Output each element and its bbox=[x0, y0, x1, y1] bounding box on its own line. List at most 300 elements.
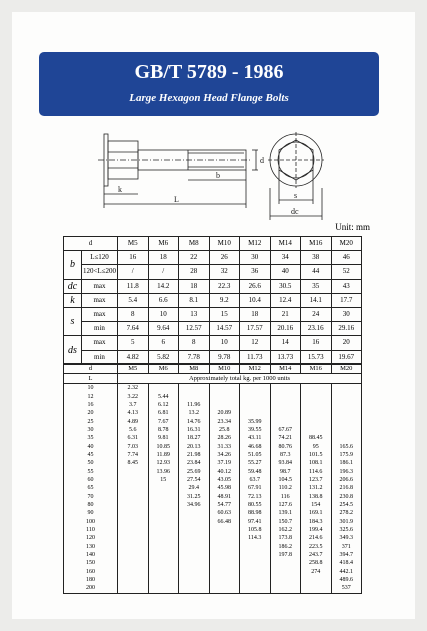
weight-cell bbox=[209, 568, 240, 576]
spec-cell: 17.57 bbox=[240, 322, 271, 336]
weight-cell: 63.7 bbox=[240, 476, 271, 484]
spec-cell: 9.78 bbox=[209, 350, 240, 364]
weight-cell: 5.6 bbox=[118, 426, 149, 434]
weight-length-cell: 120 bbox=[64, 534, 118, 542]
spec-header-cell: M8 bbox=[179, 237, 210, 251]
weight-row bbox=[64, 551, 362, 559]
weight-cell: 80.76 bbox=[270, 442, 301, 450]
weight-row bbox=[64, 584, 362, 593]
spec-cell: 10.4 bbox=[240, 293, 271, 307]
unit-label: Unit: mm bbox=[335, 222, 370, 232]
weight-length-cell: 45 bbox=[64, 451, 118, 459]
weight-cell bbox=[179, 518, 210, 526]
weight-cell bbox=[148, 576, 179, 584]
weight-cell: 27.54 bbox=[179, 476, 210, 484]
weight-cell: 6.31 bbox=[118, 434, 149, 442]
weight-cell: 116 bbox=[270, 492, 301, 500]
spec-cell: 11.73 bbox=[240, 350, 271, 364]
spec-cell: 8.1 bbox=[179, 293, 210, 307]
weight-cell: 23.34 bbox=[209, 417, 240, 425]
spec-header-cell: M12 bbox=[240, 237, 271, 251]
spec-cell: 16 bbox=[301, 336, 332, 350]
weight-cell: 104.5 bbox=[270, 476, 301, 484]
weight-cell: 173.8 bbox=[270, 534, 301, 542]
weight-cell bbox=[270, 409, 301, 417]
weight-cell: 21.98 bbox=[179, 451, 210, 459]
weight-cell bbox=[148, 501, 179, 509]
page-title: GB/T 5789 - 1986 bbox=[134, 61, 284, 83]
weight-cell: 11.89 bbox=[148, 451, 179, 459]
weight-cell: 162.2 bbox=[270, 526, 301, 534]
weight-cell: 175.9 bbox=[331, 451, 362, 459]
weight-row bbox=[64, 459, 362, 467]
weight-row bbox=[64, 476, 362, 484]
weight-cell bbox=[148, 568, 179, 576]
weight-row bbox=[64, 451, 362, 459]
spec-group-label: ds bbox=[64, 336, 82, 364]
weight-length-cell: 12 bbox=[64, 392, 118, 400]
spec-cell: 43 bbox=[331, 279, 362, 293]
weight-row bbox=[64, 442, 362, 450]
weight-cell: 197.8 bbox=[270, 551, 301, 559]
weight-length-cell: 55 bbox=[64, 467, 118, 475]
weight-cell: 97.41 bbox=[240, 518, 271, 526]
weight-cell: 67.91 bbox=[240, 484, 271, 492]
spec-cell: 8 bbox=[179, 336, 210, 350]
spec-cell: 34 bbox=[270, 251, 301, 265]
weight-cell: 74.21 bbox=[270, 434, 301, 442]
weight-cell bbox=[148, 543, 179, 551]
weight-row bbox=[64, 568, 362, 576]
weight-cell bbox=[118, 543, 149, 551]
weight-cell: 16.31 bbox=[179, 426, 210, 434]
weight-cell bbox=[118, 476, 149, 484]
weight-cell bbox=[118, 467, 149, 475]
spec-cell: 12.57 bbox=[179, 322, 210, 336]
spec-cell: 12 bbox=[240, 336, 271, 350]
weight-cell: 34.96 bbox=[179, 501, 210, 509]
label-L: L bbox=[174, 195, 179, 204]
spec-cell: 6 bbox=[148, 336, 179, 350]
weight-length-cell: 35 bbox=[64, 434, 118, 442]
weight-cell bbox=[240, 551, 271, 559]
spec-cell: 29.16 bbox=[331, 322, 362, 336]
weight-subheader-L: L bbox=[64, 374, 118, 384]
spec-header-cell: M5 bbox=[118, 237, 149, 251]
spec-sub-label: max bbox=[82, 336, 118, 350]
spec-table bbox=[63, 236, 362, 365]
weight-length-cell: 10 bbox=[64, 384, 118, 393]
spec-sub-label: max bbox=[82, 293, 118, 307]
spec-cell: / bbox=[118, 265, 149, 279]
weight-cell bbox=[331, 401, 362, 409]
spec-cell: 26 bbox=[209, 251, 240, 265]
weight-cell: 186.2 bbox=[270, 543, 301, 551]
weight-cell bbox=[179, 559, 210, 567]
weight-cell: 95 bbox=[301, 442, 332, 450]
weight-cell: 88.98 bbox=[240, 509, 271, 517]
spec-cell: 5.4 bbox=[118, 293, 149, 307]
spec-row bbox=[64, 293, 362, 307]
spec-row bbox=[64, 279, 362, 293]
spec-cell: 30.5 bbox=[270, 279, 301, 293]
spec-sub-label: max bbox=[82, 307, 118, 321]
weight-row bbox=[64, 401, 362, 409]
weight-cell: 80.55 bbox=[240, 501, 271, 509]
spec-row bbox=[64, 336, 362, 350]
weight-cell: 371 bbox=[331, 543, 362, 551]
weight-cell: 29.4 bbox=[179, 484, 210, 492]
spec-cell: 18 bbox=[179, 279, 210, 293]
weight-length-cell: 130 bbox=[64, 543, 118, 551]
weight-cell: 59.48 bbox=[240, 467, 271, 475]
weight-cell: 93.84 bbox=[270, 459, 301, 467]
weight-cell bbox=[270, 401, 301, 409]
spec-cell: 15 bbox=[209, 307, 240, 321]
weight-row bbox=[64, 576, 362, 584]
spec-cell: 15.73 bbox=[301, 350, 332, 364]
weight-row bbox=[64, 409, 362, 417]
weight-cell bbox=[301, 417, 332, 425]
spec-cell: 4.82 bbox=[118, 350, 149, 364]
spec-cell: 22.3 bbox=[209, 279, 240, 293]
weight-cell bbox=[179, 384, 210, 393]
weight-row bbox=[64, 509, 362, 517]
label-b: b bbox=[216, 171, 220, 180]
weight-cell: 10.85 bbox=[148, 442, 179, 450]
weight-header-cell: M16 bbox=[301, 364, 332, 374]
weight-cell: 8.78 bbox=[148, 426, 179, 434]
weight-length-cell: 65 bbox=[64, 484, 118, 492]
spec-sub-label: max bbox=[82, 279, 118, 293]
weight-cell bbox=[148, 551, 179, 559]
weight-cell: 139.1 bbox=[270, 509, 301, 517]
weight-cell bbox=[118, 568, 149, 576]
weight-cell: 46.68 bbox=[240, 442, 271, 450]
weight-cell: 45.98 bbox=[209, 484, 240, 492]
weight-length-cell: 16 bbox=[64, 401, 118, 409]
weight-cell: 87.3 bbox=[270, 451, 301, 459]
spec-row bbox=[64, 307, 362, 321]
spec-sub-label: min bbox=[82, 350, 118, 364]
weight-cell bbox=[301, 426, 332, 434]
weight-header-cell: M20 bbox=[331, 364, 362, 374]
spec-cell: 30 bbox=[240, 251, 271, 265]
spec-header-cell: M20 bbox=[331, 237, 362, 251]
weight-cell bbox=[270, 417, 301, 425]
weight-length-cell: 50 bbox=[64, 459, 118, 467]
weight-cell: 28.26 bbox=[209, 434, 240, 442]
spec-cell: 35 bbox=[301, 279, 332, 293]
weight-cell bbox=[270, 392, 301, 400]
weight-cell: 394.7 bbox=[331, 551, 362, 559]
weight-cell bbox=[148, 484, 179, 492]
weight-row bbox=[64, 467, 362, 475]
spec-header-cell: d bbox=[64, 237, 118, 251]
spec-cell: 46 bbox=[331, 251, 362, 265]
weight-cell bbox=[331, 434, 362, 442]
spec-cell: 7.64 bbox=[118, 322, 149, 336]
spec-cell: 18 bbox=[148, 251, 179, 265]
weight-cell bbox=[209, 543, 240, 551]
spec-cell: 10 bbox=[148, 307, 179, 321]
weight-cell bbox=[209, 392, 240, 400]
spec-cell: 16 bbox=[118, 251, 149, 265]
weight-cell: 43.05 bbox=[209, 476, 240, 484]
spec-cell: 17.7 bbox=[331, 293, 362, 307]
weight-cell: 196.3 bbox=[331, 467, 362, 475]
weight-header-cell: M10 bbox=[209, 364, 240, 374]
spec-cell: 26.6 bbox=[240, 279, 271, 293]
weight-header-cell: M14 bbox=[270, 364, 301, 374]
weight-length-cell: 20 bbox=[64, 409, 118, 417]
weight-cell bbox=[179, 543, 210, 551]
weight-cell: 199.4 bbox=[301, 526, 332, 534]
weight-cell: 12.93 bbox=[148, 459, 179, 467]
weight-cell bbox=[148, 492, 179, 500]
spec-cell: 9.64 bbox=[148, 322, 179, 336]
spec-cell: 20.16 bbox=[270, 322, 301, 336]
weight-cell bbox=[148, 384, 179, 393]
spec-cell: 13 bbox=[179, 307, 210, 321]
spec-cell: 28 bbox=[179, 265, 210, 279]
spec-cell: 23.16 bbox=[301, 322, 332, 336]
weight-cell: 230.8 bbox=[331, 492, 362, 500]
weight-header-cell: M6 bbox=[148, 364, 179, 374]
spec-cell: 8 bbox=[118, 307, 149, 321]
weight-cell bbox=[209, 534, 240, 542]
weight-cell: 60.63 bbox=[209, 509, 240, 517]
weight-cell: 51.05 bbox=[240, 451, 271, 459]
weight-cell: 123.7 bbox=[301, 476, 332, 484]
weight-cell: 3.22 bbox=[118, 392, 149, 400]
weight-cell bbox=[270, 559, 301, 567]
spec-row bbox=[64, 265, 362, 279]
weight-cell: 108.1 bbox=[301, 459, 332, 467]
spec-cell: 14 bbox=[270, 336, 301, 350]
weight-cell: 6.81 bbox=[148, 409, 179, 417]
spec-cell: 18 bbox=[240, 307, 271, 321]
weight-length-cell: 80 bbox=[64, 501, 118, 509]
weight-cell bbox=[240, 409, 271, 417]
weight-cell bbox=[118, 501, 149, 509]
weight-cell bbox=[148, 584, 179, 593]
weight-header-row bbox=[64, 364, 362, 374]
weight-cell: 3.7 bbox=[118, 401, 149, 409]
spec-cell: 7.78 bbox=[179, 350, 210, 364]
weight-cell bbox=[148, 559, 179, 567]
weight-cell bbox=[118, 559, 149, 567]
weight-cell bbox=[240, 392, 271, 400]
weight-cell bbox=[118, 492, 149, 500]
spec-cell: 11.8 bbox=[118, 279, 149, 293]
weight-cell: 2.32 bbox=[118, 384, 149, 393]
weight-cell bbox=[301, 384, 332, 393]
weight-header-cell: M8 bbox=[179, 364, 210, 374]
weight-cell bbox=[240, 576, 271, 584]
weight-cell: 23.84 bbox=[179, 459, 210, 467]
weight-cell: 39.55 bbox=[240, 426, 271, 434]
spec-cell: 19.67 bbox=[331, 350, 362, 364]
weight-row bbox=[64, 434, 362, 442]
weight-cell bbox=[301, 576, 332, 584]
weight-cell: 154 bbox=[301, 501, 332, 509]
weight-cell: 9.81 bbox=[148, 434, 179, 442]
weight-length-cell: 150 bbox=[64, 559, 118, 567]
weight-cell: 20.13 bbox=[179, 442, 210, 450]
weight-cell: 31.33 bbox=[209, 442, 240, 450]
weight-cell: 4.13 bbox=[118, 409, 149, 417]
weight-cell: 349.3 bbox=[331, 534, 362, 542]
spec-cell: 5.82 bbox=[148, 350, 179, 364]
spec-sub-label: L≤120 bbox=[82, 251, 118, 265]
weight-cell: 13.96 bbox=[148, 467, 179, 475]
weight-cell bbox=[301, 392, 332, 400]
weight-subheader-row bbox=[64, 374, 362, 384]
weight-cell: 8.45 bbox=[118, 459, 149, 467]
weight-cell bbox=[179, 509, 210, 517]
weight-cell: 216.8 bbox=[331, 484, 362, 492]
weight-cell: 7.74 bbox=[118, 451, 149, 459]
weight-length-cell: 90 bbox=[64, 509, 118, 517]
spec-group-label: k bbox=[64, 293, 82, 307]
spec-cell: 13.73 bbox=[270, 350, 301, 364]
weight-cell: 18.27 bbox=[179, 434, 210, 442]
label-k: k bbox=[118, 185, 122, 194]
weight-cell: 35.99 bbox=[240, 417, 271, 425]
weight-cell bbox=[301, 584, 332, 593]
weight-cell: 537 bbox=[331, 584, 362, 593]
weight-length-cell: 60 bbox=[64, 476, 118, 484]
weight-cell bbox=[179, 584, 210, 593]
spec-cell: 6.6 bbox=[148, 293, 179, 307]
weight-cell: 165.6 bbox=[331, 442, 362, 450]
weight-cell bbox=[148, 534, 179, 542]
weight-row bbox=[64, 543, 362, 551]
spec-cell: 30 bbox=[331, 307, 362, 321]
weight-length-cell: 200 bbox=[64, 584, 118, 593]
weight-cell bbox=[240, 568, 271, 576]
weight-cell: 186.1 bbox=[331, 459, 362, 467]
weight-cell: 54.77 bbox=[209, 501, 240, 509]
spec-cell: / bbox=[148, 265, 179, 279]
weight-header-cell: d bbox=[64, 364, 118, 374]
weight-cell bbox=[270, 584, 301, 593]
weight-cell bbox=[209, 526, 240, 534]
label-d: d bbox=[260, 156, 264, 165]
weight-cell: 43.11 bbox=[240, 434, 271, 442]
weight-cell: 214.6 bbox=[301, 534, 332, 542]
weight-cell: 489.6 bbox=[331, 576, 362, 584]
weight-cell bbox=[209, 559, 240, 567]
weight-cell: 114.3 bbox=[240, 534, 271, 542]
weight-row bbox=[64, 417, 362, 425]
weight-cell bbox=[209, 401, 240, 409]
weight-length-cell: 160 bbox=[64, 568, 118, 576]
weight-row bbox=[64, 426, 362, 434]
weight-cell: 25.8 bbox=[209, 426, 240, 434]
weight-row bbox=[64, 492, 362, 500]
weight-cell: 48.91 bbox=[209, 492, 240, 500]
weight-cell bbox=[118, 551, 149, 559]
spec-cell: 44 bbox=[301, 265, 332, 279]
weight-cell: 301.9 bbox=[331, 518, 362, 526]
weight-cell: 442.1 bbox=[331, 568, 362, 576]
spec-cell: 20 bbox=[331, 336, 362, 350]
weight-length-cell: 100 bbox=[64, 518, 118, 526]
spec-cell: 12.4 bbox=[270, 293, 301, 307]
weight-cell: 88.45 bbox=[301, 434, 332, 442]
weight-cell: 138.8 bbox=[301, 492, 332, 500]
spec-header-cell: M10 bbox=[209, 237, 240, 251]
spec-cell: 10 bbox=[209, 336, 240, 350]
weight-cell bbox=[179, 534, 210, 542]
spec-sub-label: min bbox=[82, 322, 118, 336]
spec-cell: 21 bbox=[270, 307, 301, 321]
weight-row bbox=[64, 559, 362, 567]
weight-cell: 98.7 bbox=[270, 467, 301, 475]
weight-cell bbox=[179, 392, 210, 400]
spec-cell: 5 bbox=[118, 336, 149, 350]
weight-cell bbox=[301, 401, 332, 409]
weight-cell: 274 bbox=[301, 568, 332, 576]
weight-cell bbox=[118, 584, 149, 593]
label-dc: dc bbox=[291, 207, 299, 216]
weight-cell bbox=[331, 417, 362, 425]
weight-cell bbox=[148, 518, 179, 526]
weight-cell: 6.12 bbox=[148, 401, 179, 409]
weight-row bbox=[64, 392, 362, 400]
weight-cell bbox=[331, 384, 362, 393]
weight-cell bbox=[179, 526, 210, 534]
spec-row bbox=[64, 322, 362, 336]
weight-cell: 169.1 bbox=[301, 509, 332, 517]
weight-cell: 105.8 bbox=[240, 526, 271, 534]
spec-header-cell: M14 bbox=[270, 237, 301, 251]
weight-cell bbox=[179, 576, 210, 584]
weight-cell: 254.5 bbox=[331, 501, 362, 509]
weight-cell bbox=[240, 401, 271, 409]
weight-cell bbox=[240, 584, 271, 593]
spec-group-label: s bbox=[64, 307, 82, 335]
spec-header-cell: M6 bbox=[148, 237, 179, 251]
weight-row bbox=[64, 518, 362, 526]
weight-cell bbox=[209, 551, 240, 559]
weight-cell bbox=[118, 484, 149, 492]
weight-cell bbox=[179, 551, 210, 559]
spec-header-cell: M16 bbox=[301, 237, 332, 251]
weight-cell bbox=[270, 576, 301, 584]
weight-cell: 15 bbox=[148, 476, 179, 484]
weight-cell: 34.26 bbox=[209, 451, 240, 459]
spec-cell: 36 bbox=[240, 265, 271, 279]
spec-cell: 22 bbox=[179, 251, 210, 265]
weight-cell: 4.89 bbox=[118, 417, 149, 425]
weight-cell: 7.03 bbox=[118, 442, 149, 450]
spec-cell: 24 bbox=[301, 307, 332, 321]
weight-subheader-caption: Approximately total kg. per 1000 units bbox=[118, 374, 362, 384]
spec-group-label: b bbox=[64, 251, 82, 279]
weight-length-cell: 180 bbox=[64, 576, 118, 584]
weight-cell: 223.5 bbox=[301, 543, 332, 551]
spec-sub-label: 120<L≤200 bbox=[82, 265, 118, 279]
weight-cell bbox=[118, 534, 149, 542]
weight-cell bbox=[148, 526, 179, 534]
spec-cell: 9.2 bbox=[209, 293, 240, 307]
weight-cell: 13.2 bbox=[179, 409, 210, 417]
spec-group-label: dc bbox=[64, 279, 82, 293]
weight-length-cell: 40 bbox=[64, 442, 118, 450]
